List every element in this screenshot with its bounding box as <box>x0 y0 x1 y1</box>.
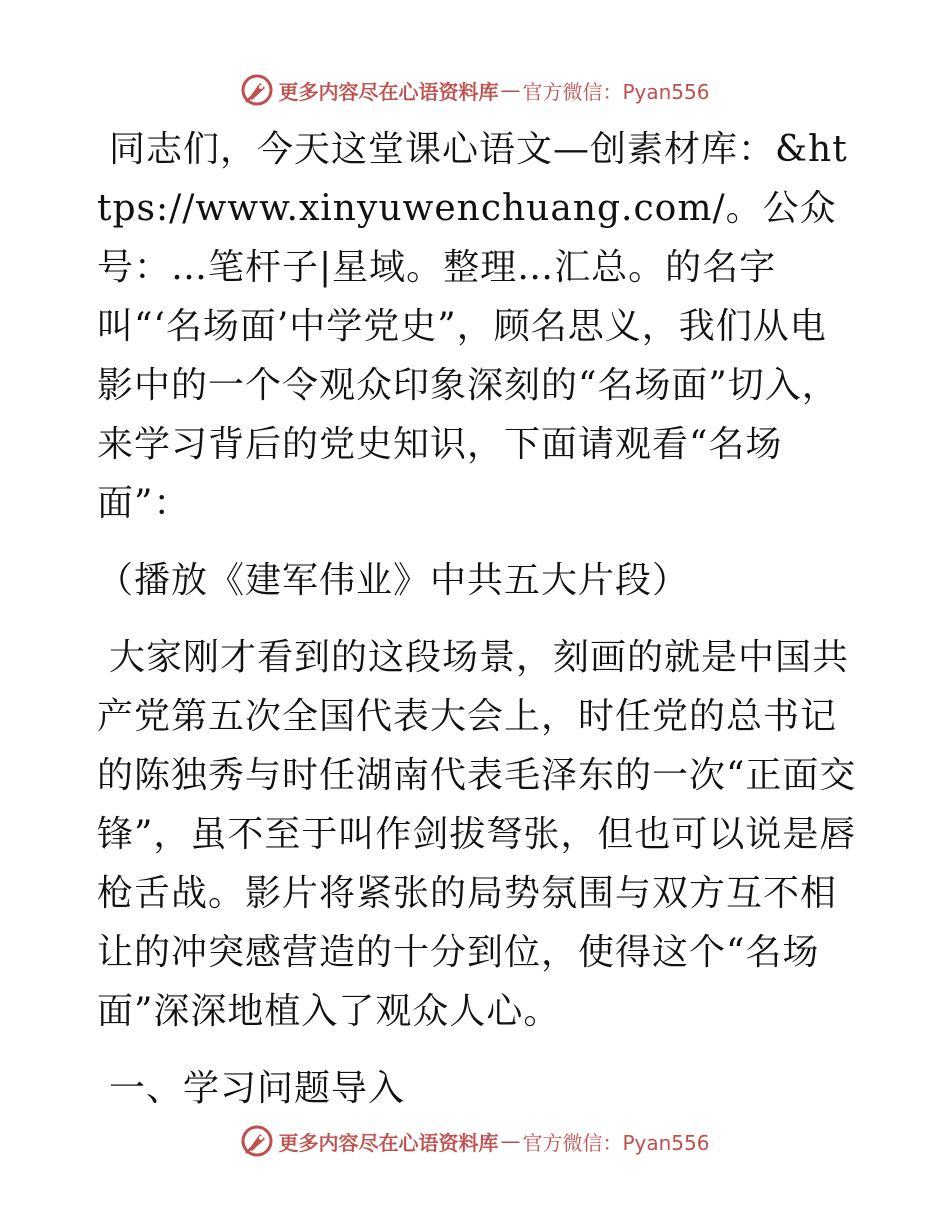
banner-dash: — <box>500 78 521 102</box>
document-body <box>97 120 857 1118</box>
paragraph-intro: 同志们，今天这堂课心语文—创素材库：&https://www.xinyuwenchuang.com/。公众号：…笔杆子|星域。整理…汇总。的名字叫“‘名场面’中学党史”，顾名思义，我们从电影中的一个令观众印象深刻的“名场面”切入，来学习背后的党史知识，下面请观看“名场面”： <box>97 129 848 524</box>
header-banner <box>0 70 950 110</box>
banner-wechat: 官方微信：Pyan556 <box>522 1130 710 1155</box>
banner-title: 更多内容尽在心语资料库 <box>278 79 499 104</box>
footer-banner <box>0 1121 950 1161</box>
banner-title: 更多内容尽在心语资料库 <box>278 1130 499 1155</box>
banner-dash: — <box>500 1129 521 1153</box>
fountain-pen-icon <box>240 73 274 107</box>
paragraph-play-clip: （播放《建军伟业》中共五大片段） <box>97 560 690 601</box>
section-heading: 一、学习问题导入 <box>109 1068 406 1109</box>
fountain-pen-icon <box>240 1124 274 1158</box>
paragraph-scene-description: 大家刚才看到的这段场景，刻画的就是中国共产党第五次全国代表大会上，时任党的总书记的陈独秀与时任湖南代表毛泽东的一次“正面交锋”，虽不至于叫作剑拔弩张，但也可以说是唇枪舌战。影片将紧张的局势氛围与双方互不相让的冲突感营造的十分到位，使得这个“名场面”深深地植入了观众人心。 <box>97 637 857 1032</box>
banner-wechat: 官方微信：Pyan556 <box>522 79 710 104</box>
